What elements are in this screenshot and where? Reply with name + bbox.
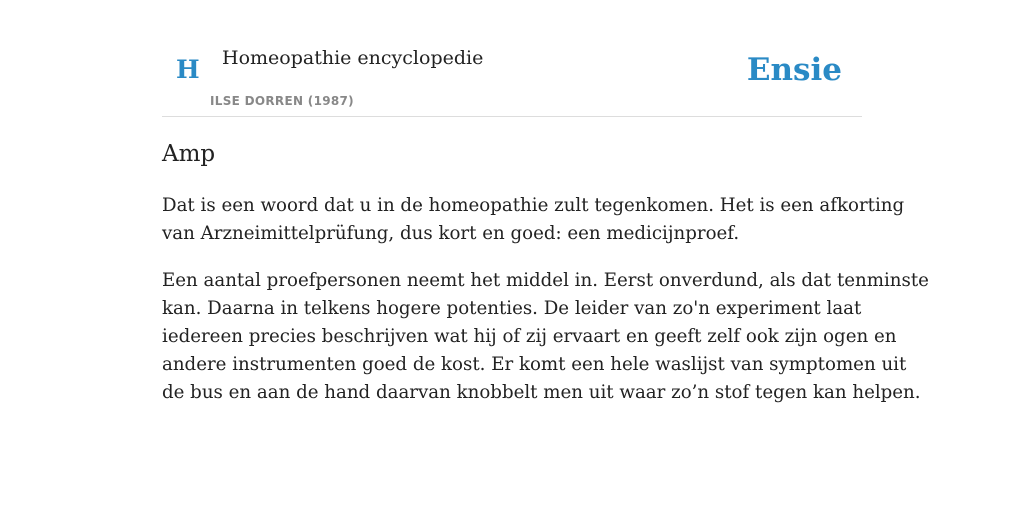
paragraph-line: kan. Daarna in telkens hogere potenties. De leider van zo'n experiment laat: [162, 298, 862, 319]
article-paragraph: [162, 192, 905, 248]
article: [162, 138, 929, 407]
entry-title: Amp: [162, 141, 216, 167]
paragraph-line: Een aantal proefpersonen neemt het middel in. Eerst onverdund, als dat tenminste: [162, 270, 929, 291]
paragraph-line: iedereen precies beschrijven wat hij of zij ervaart en geeft zelf ook zijn ogen en: [162, 326, 897, 347]
paragraph-line: andere instrumenten goed de kost. Er komt een hele waslijst van symptomen uit: [162, 354, 907, 375]
paragraph-line: de bus en aan de hand daarvan knobbelt men uit waar zo’n stof tegen kan helpen.: [162, 382, 921, 403]
encyclopedia-logo[interactable]: H: [176, 55, 200, 84]
article-paragraph: [162, 267, 929, 407]
site-header: [162, 0, 862, 117]
ensie-brand-logo[interactable]: Ensie: [746, 52, 842, 88]
encyclopedia-author: ILSE DORREN (1987): [210, 94, 354, 108]
paragraph-line: van Arzneimittelprüfung, dus kort en goed: een medicijnproef.: [162, 223, 740, 244]
paragraph-line: Dat is een woord dat u in de homeopathie zult tegenkomen. Het is een afkorting: [162, 195, 905, 216]
encyclopedia-title[interactable]: Homeopathie encyclopedie: [222, 47, 484, 69]
